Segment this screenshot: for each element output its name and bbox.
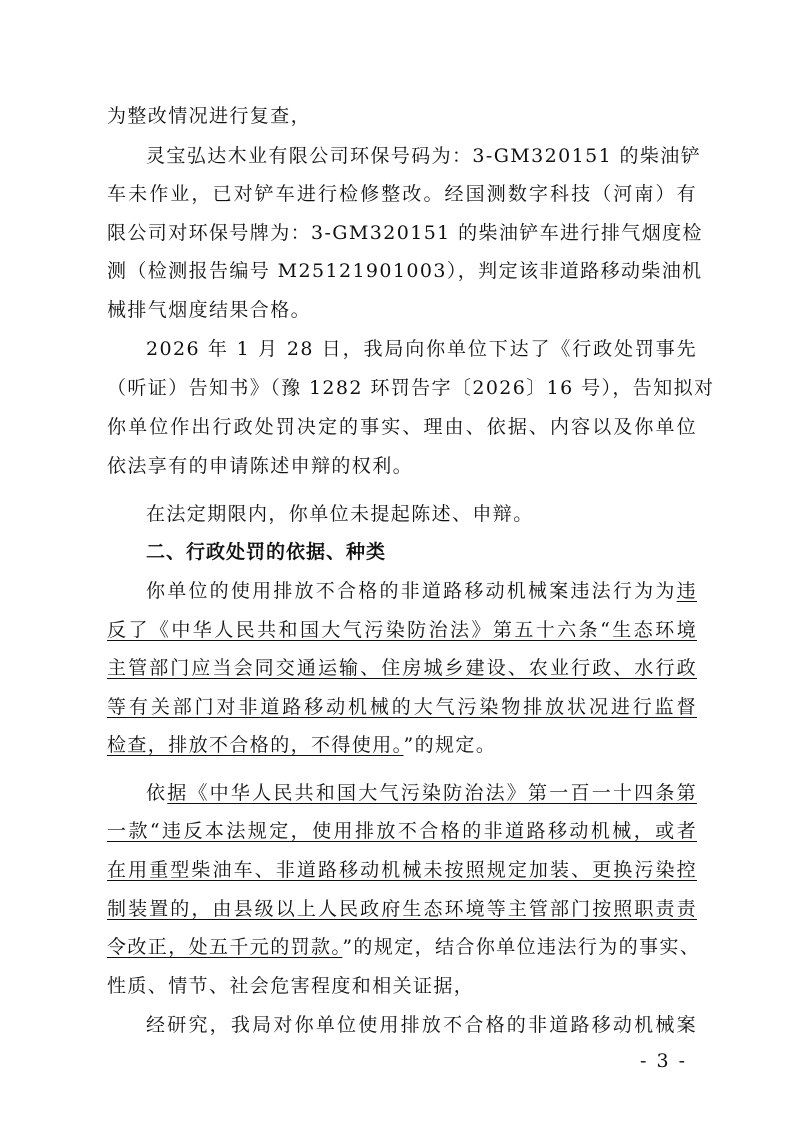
- underlined-text: 主管部门应当会同交通运输、住房城乡建设、农业行政、水行政: [107, 657, 697, 679]
- text-line: 在法定期限内，你单位未提起陈述、申辩。: [146, 503, 534, 525]
- text-line: [107, 857, 697, 883]
- text-line: 你单位作出行政处罚决定的事实、理由、依据、内容以及你单位: [107, 416, 697, 438]
- underlined-text: 违: [676, 580, 697, 602]
- text-line: （听证）告知书》（豫 1282 环罚告字〔2026〕16 号），告知拟对: [107, 377, 715, 399]
- text-line: 车未作业，已对铲车进行检修整改。经国测数字科技（河南）有: [107, 183, 697, 205]
- underlined-text: 在用重型柴油车、非道路移动机械未按照规定加装、更换污染控: [107, 859, 697, 881]
- text-line: 2026 年 1 月 28 日，我局向你单位下达了《行政处罚事先: [146, 338, 697, 360]
- text-line: [107, 818, 697, 844]
- text-span: 你单位的使用排放不合格的非道路移动机械案违法行为为: [146, 580, 677, 602]
- underlined-text: 检查，排放不合格的，不得使用。: [107, 734, 404, 756]
- text-line: [107, 617, 697, 643]
- text-line: [107, 896, 697, 922]
- text-line: 测（检测报告编号 M25121901003），判定该非道路移动柴油机: [107, 260, 703, 282]
- text-span: ”的规定。: [403, 734, 497, 756]
- text-line: [146, 578, 697, 604]
- text-line: 限公司对环保号牌为：3-GM320151 的柴油铲车进行排气烟度检: [107, 222, 703, 244]
- text-span: ”的规定，结合你单位违法行为的事实、: [342, 936, 701, 958]
- text-line: 灵宝弘达木业有限公司环保号码为：3-GM320151 的柴油铲: [146, 145, 702, 167]
- text-line: [107, 694, 697, 720]
- page-number: - 3 -: [640, 1050, 688, 1072]
- underlined-text: 令改正，处五千元的罚款。: [107, 936, 343, 958]
- underlined-text: 反了《中华人民共和国大气污染防治法》第五十六条“生态环境: [107, 619, 697, 641]
- text-line: 依法享有的申请陈述申辩的权利。: [107, 455, 414, 477]
- underlined-text: 等有关部门对非道路移动机械的大气污染物排放状况进行监督: [107, 696, 697, 718]
- text-line: 经研究，我局对你单位使用排放不合格的非道路移动机械案: [146, 1014, 697, 1036]
- underlined-text: 制装置的，由县级以上人民政府生态环境等主管部门按照职责责: [107, 898, 697, 920]
- text-line: [146, 780, 697, 806]
- text-line: [107, 732, 697, 758]
- section-heading: 二、行政处罚的依据、种类: [146, 541, 387, 563]
- text-line: 械排气烟度结果合格。: [107, 299, 312, 321]
- text-line: [107, 934, 701, 960]
- underlined-text: 一款“违反本法规定，使用排放不合格的非道路移动机械，或者: [107, 820, 697, 842]
- text-line: 为整改情况进行复查，: [107, 105, 312, 127]
- text-span: 依: [146, 782, 168, 804]
- text-line: [107, 655, 697, 681]
- text-line: 性质、情节、社会危害程度和相关证据，: [107, 975, 475, 997]
- underlined-text: 据《中华人民共和国大气污染防治法》第一百一十四条第: [167, 782, 697, 804]
